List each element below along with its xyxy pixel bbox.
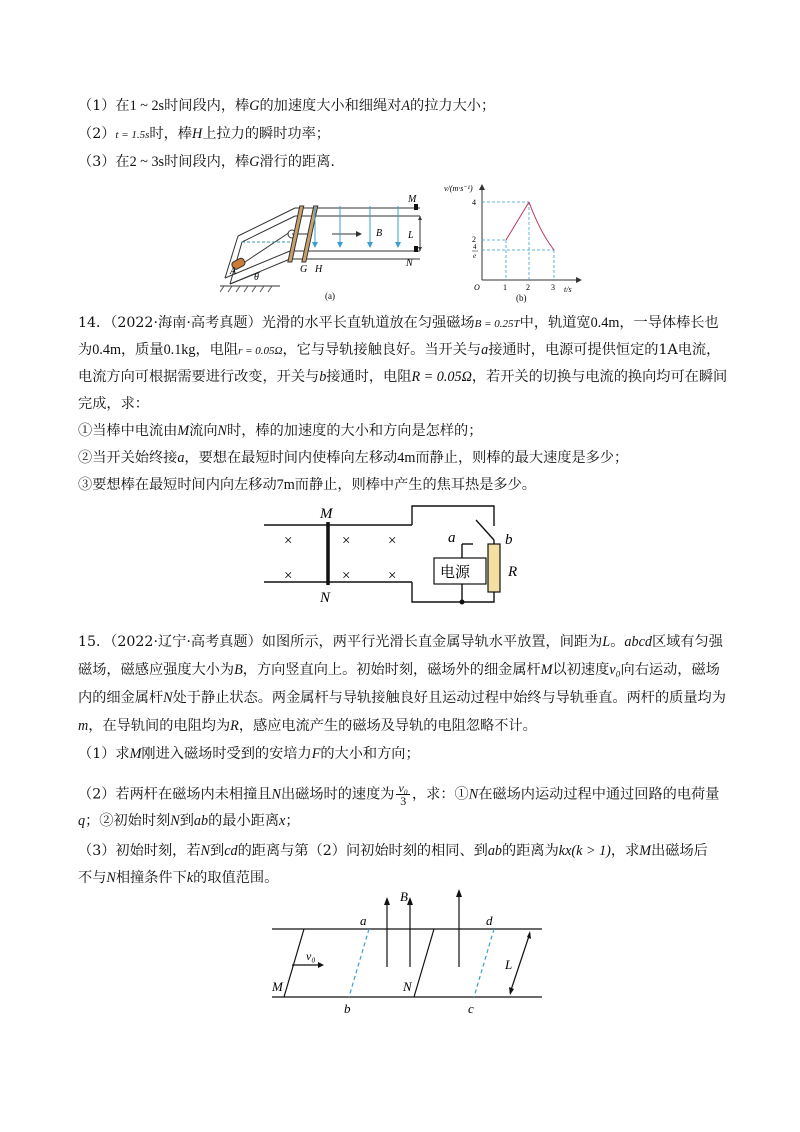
xtick-3: 3 [551,283,555,292]
caption-a: (a) [325,291,335,301]
label-B: B [376,228,383,239]
q15-rails-figure [262,885,552,1020]
q15-line1: 15．（2022·辽宁·高考真题）如图所示，两平行光滑长直金属导轨水平放置，间距为L。abcd区域有匀强 [78,634,723,650]
resistor-label: R [508,564,518,580]
q15-line9: 不与N相撞条件下k的取值范围。 [78,870,279,886]
ytick-frac-num: 4 [473,243,477,251]
q15-line4: m，在导轨间的电阻均为R，感应电流产生的磁场及导轨的电阻忽略不计。 [78,718,537,734]
q13-part3: （3）在2 ~ 3s时间段内，棒G滑行的距离. [78,154,335,170]
rod-label-M: M [320,506,333,522]
label-d: d [486,913,493,928]
label-M: M [408,194,417,205]
axis-xlabel: t/s [564,285,572,294]
q14-line1: 14．（2022·海南·高考真题）光滑的水平长直轨道放在匀强磁场B = 0.25T中，轨道宽0.4m，一导体棒长也 [78,315,719,331]
axis-ylabel: v/(m·s⁻¹) [444,184,473,193]
q13-part2: （2）t = 1.5s时，棒H上拉力的瞬时功率； [78,126,330,142]
q13-figure-a [220,186,445,306]
field-mark: × [342,533,351,549]
q15-line7: q；②初始时刻N到ab的最小距离x； [78,813,300,829]
q15-line5: （1）求M刚进入磁场时受到的安培力F的大小和方向； [78,746,420,762]
switch-a-label: a [448,530,456,546]
label-a: a [360,913,367,928]
q14-line4: 完成，求： [78,396,149,412]
label-L: L [408,230,414,241]
ytick-4: 4 [472,198,476,207]
q15-line6: （2）若两杆在磁场内未相撞且N出磁场时的速度为 $\frac{\text{v₀}}{3}$ ，求：①N在磁场内运动过程中通过回路的电荷量 [78,781,720,808]
xtick-2: 2 [526,283,530,292]
field-mark: × [342,568,351,584]
label-v0: v₀ [306,949,316,963]
field-mark: × [284,533,293,549]
ytick-frac-den: e [473,252,477,260]
q15-line8: （3）初始时刻，若N到cd的距离与第（2）问初始时刻的相同、到ab的距离为kx(k > 1)，求M出磁场后 [78,843,708,859]
q14-circuit-figure [262,500,542,610]
label-L: L [505,957,513,972]
label-theta: θ [254,272,259,283]
label-G: G [300,264,308,275]
power-source-label: 电源 [440,565,471,581]
field-mark: × [388,568,397,584]
q15-line2: 磁场，磁感应强度大小为B，方向竖直向上。初始时刻，磁场外的细金属杆M以初速度v₀向右运动，磁场 [78,662,720,678]
label-A: A [230,266,237,277]
q13-figure-b [436,180,586,305]
label-b: b [344,1001,351,1016]
q14-line2: 为0.4m，质量0.1kg，电阻r = 0.05Ω，它与导轨接触良好。当开关与a接通时，电源可提供恒定的1A电流， [78,342,721,358]
q14-line6: ②当开关始终接a，要想在最短时间内使棒向左移动4m而静止，则棒的最大速度是多少； [78,450,629,466]
field-mark: × [284,568,293,584]
label-B: B [400,889,408,904]
ytick-2: 2 [472,235,476,244]
label-H: H [315,264,323,275]
fraction-v0-over-3: $\frac{\text{v₀}}{3}$ [398,781,408,808]
q14-line5: ①当棒中电流由M流向N时，棒的加速度的大小和方向是怎样的； [78,423,483,439]
label-N: N [406,258,413,269]
switch-b-label: b [505,532,513,548]
label-c: c [468,1001,474,1016]
q13-part1: （1）在1 ~ 2s时间段内，棒G的加速度大小和细绳对A的拉力大小； [78,98,496,114]
caption-b: (b) [516,293,527,303]
label-M: M [272,979,283,994]
origin-label: O [474,283,480,292]
field-mark: × [388,533,397,549]
q15-line3: 内的细金属杆N处于静止状态。两金属杆与导轨接触良好且运动过程中始终与导轨垂直。两杆的质量均为 [78,690,726,706]
rod-label-N: N [320,590,331,606]
xtick-1: 1 [503,283,507,292]
q14-line7: ③要想棒在最短时间内向左移动7m而静止，则棒中产生的焦耳热是多少。 [78,477,536,493]
label-N: N [403,979,412,994]
q14-line3: 电流方向可根据需要进行改变，开关与b接通时，电阻R = 0.05Ω，若开关的切换与电流的换向均可在瞬间 [78,369,728,385]
